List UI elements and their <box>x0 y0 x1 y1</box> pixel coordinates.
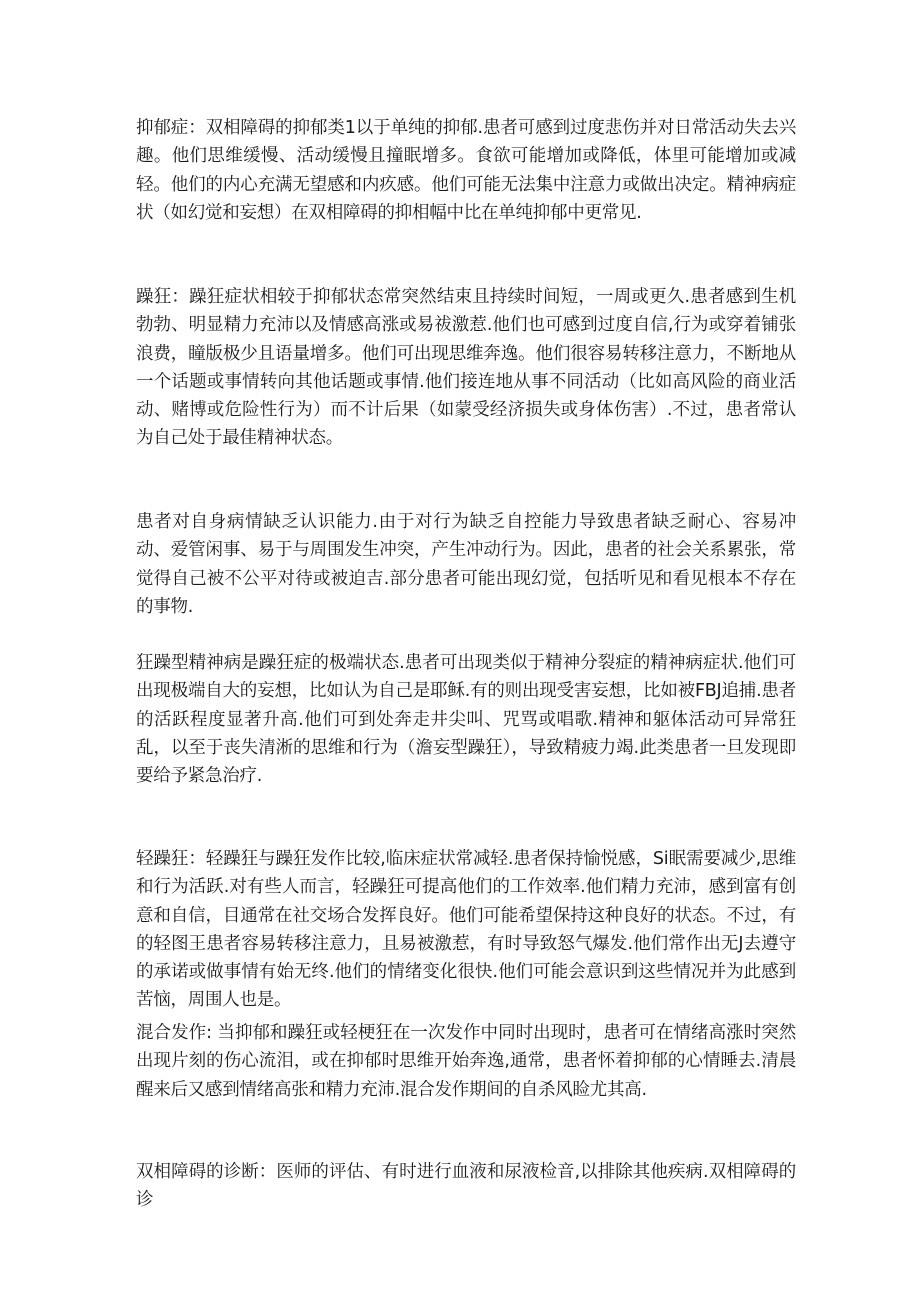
paragraph-mixed-episode: 混合发作: 当抑郁和躁狂或轻梗狂在一次发作中同时出现时，患者可在情绪高涨时突然出现片刻的伤心流泪，或在抑郁时思维开始奔逸,通常，患者怀着抑郁的心情睡去.清晨醒来后又感到情绪高张和精力充沛.混合发作期间的自杀风睑尤其高. <box>136 1023 796 1100</box>
paragraph-insight: 患者对自身病情缺乏认识能力.由于对行为缺乏自控能力导致患者缺乏耐心、容易冲动、爱管闲事、易于与周围发生冲突，产生冲动行为。因此，患者的社会关系累张，常觉得自己被不公平对待或被迫吉.部分患者可能出现幻觉，包括听见和看见根本不存在的事物. <box>136 512 796 617</box>
paragraph-diagnosis: 双相障碍的诊断：医师的评估、有时进行血液和尿液检音,以排除其他疾病.双相障碍的诊 <box>136 1162 796 1211</box>
paragraph-manic-psychosis: 狂躁型精神病是躁狂症的极端状态.患者可出现类似于精神分裂症的精神病症状.他们可出现极端自大的妄想，比如认为自己是耶稣.有的则出现受害妄想，比如被FBJ追捕.患者的活跃程度显著升高.他们可到处奔走井尖叫、咒骂或唱歌.精神和躯体活动可异常狂乱，以至于丧失清淅的思维和行为（澹妄型躁狂），导致精疲力竭.此类患者一旦发现即要给予紧急治疗. <box>136 653 796 787</box>
paragraph-hypomania: 轻躁狂：轻躁狂与躁狂发作比较,临床症状常减轻.患者保持愉悦感，Si眠需要减少,思维和行为活跃.对有些人而言，轻躁狂可提高他们的工作效率.他们精力充沛，感到富有创意和自信，目通常在社交场合发挥良好。他们可能希望保持这种良好的状态。不过，有的轻图王患者容易转移注意力，且易被激惹，有时导致怒气爆发.他们常作出无J去遵守的承诺或做事情有始无终.他们的情绪变化很快.他们可能会意识到这些情况并为此感到苦恼，周围人也是。 <box>136 849 796 1011</box>
paragraph-mania: 躁狂：躁狂症状相较于抑郁状态常突然结束且持续时间短，一周或更久.患者感到生机勃勃、明显精力充沛以及情感高涨或易祓激惹.他们也可感到过度自信,行为或穿着铺张浪费，瞳版极少且语量增多。他们可出现思维奔逸。他们很容易转移注意力，不断地从一个话题或事情转向其他话题或事情.他们接连地从事不同活动（比如高风险的商业活动、赌博或危险性行为）而不计后果（如蒙受经济损失或身体伤害）.不过，患者常认为自己处于最佳精神状态。 <box>136 287 796 449</box>
paragraph-depression: 抑郁症：双相障碍的抑郁类1以于单纯的抑郁.患者可感到过度悲伤并对日常活动失去兴趣。他们思维缓慢、活动缓慢且撞眠增多。食欲可能增加或降低，体里可能增加或减轻。他们的内心充满无望感和内疚感。他们可能无法集中注意力或做出决定。精神病症状（如幻觉和妄想）在双相障碍的抑相幅中比在单纯抑郁中更常见. <box>136 118 796 223</box>
